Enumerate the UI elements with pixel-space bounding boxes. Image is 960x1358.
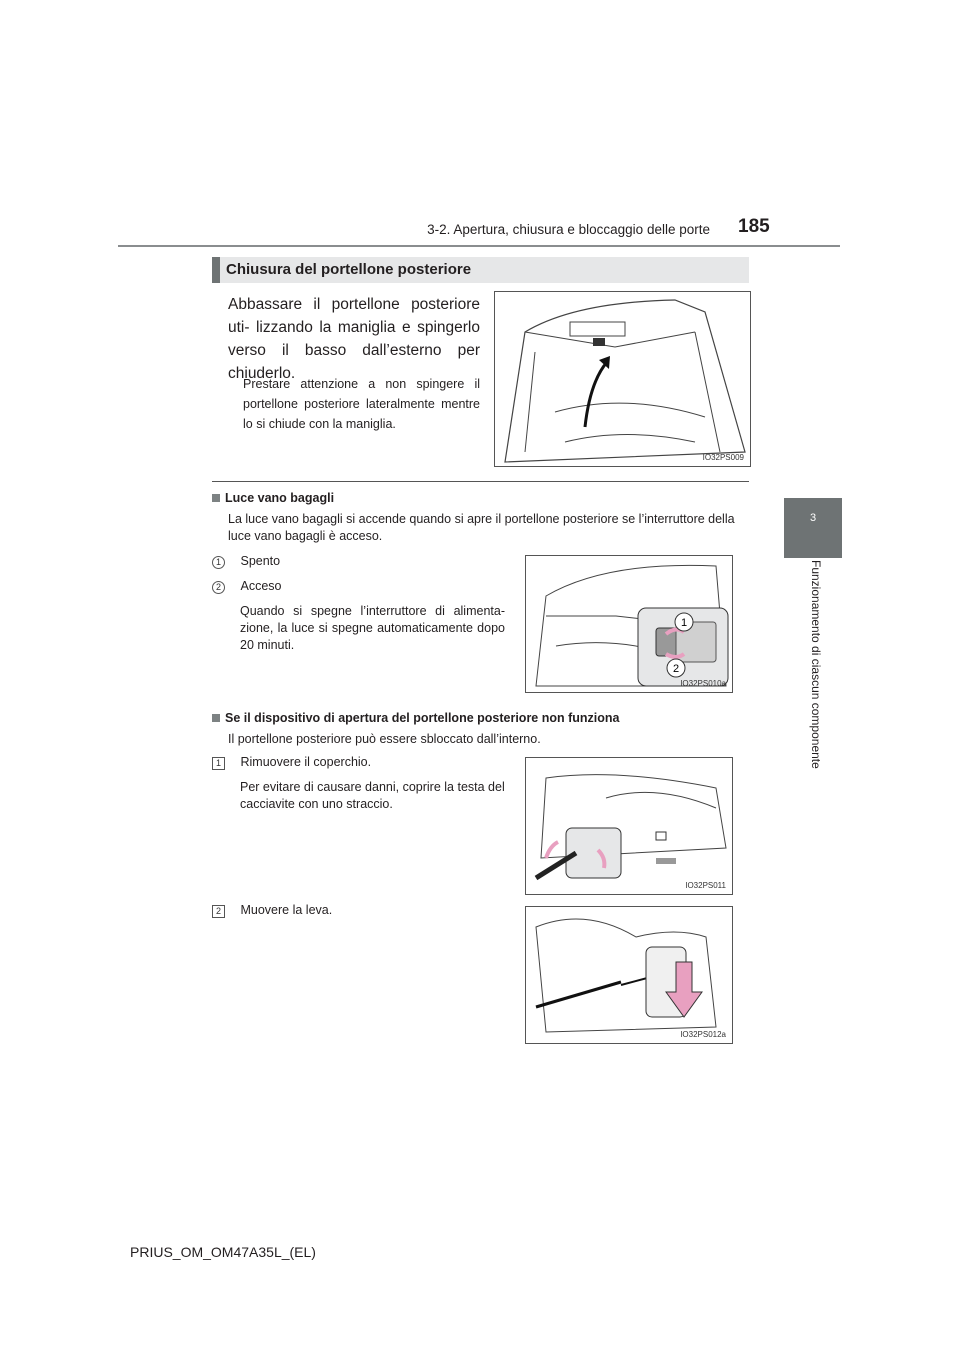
footer-code: PRIUS_OM_OM47A35L_(EL)	[130, 1244, 316, 1260]
item-number: 1	[212, 556, 225, 569]
section-title: Chiusura del portellone posteriore	[226, 261, 472, 278]
page-number: 185	[738, 216, 770, 237]
side-tab	[784, 498, 842, 558]
list-item: 2 Acceso	[212, 578, 512, 595]
figure-luggage-light	[525, 555, 733, 693]
callout-1: 1	[680, 617, 688, 629]
luggage-light-description: La luce vano bagagli si accende quando si apre il portellone posteriore se l’interruttore della luce vano bagagli è acceso.	[228, 512, 735, 543]
header-rule	[118, 245, 840, 247]
opener-heading: Se il dispositivo di apertura del portellone posteriore non funziona	[212, 711, 749, 725]
step-number: 2	[212, 905, 225, 918]
side-tab-number: 3	[809, 512, 817, 524]
figure-id: IO32PS011	[685, 881, 726, 890]
opener-block	[212, 711, 749, 748]
figure-remove-cover	[525, 757, 733, 895]
list-item: 1 Spento	[212, 553, 512, 570]
side-tab-label: Funzionamento di ciascun componente	[809, 560, 823, 769]
bullet-square-icon	[212, 494, 220, 502]
figure-id: IO32PS012a	[680, 1030, 726, 1039]
tailgate-illustration	[495, 292, 750, 466]
luggage-light-block	[212, 491, 749, 545]
luggage-light-note: Quando si spegne l’interruttore di alimenta- zione, la luce si spegne automaticamente dopo 20 minuti.	[240, 604, 505, 652]
luggage-light-items	[212, 553, 512, 654]
chapter-title: 3-2. Apertura, chiusura e bloccaggio delle porte	[427, 222, 710, 237]
figure-id: IO32PS010a	[680, 679, 726, 688]
opener-step-1	[212, 754, 512, 813]
move-lever-illustration	[526, 907, 732, 1043]
list-item: 2 Muovere la leva.	[212, 902, 512, 919]
section-lead-text: Abbassare il portellone posteriore uti- lizzando la maniglia e spingerlo verso il basso dall’esterno per chiuderlo.	[228, 296, 480, 382]
figure-id: IO32PS009	[702, 453, 744, 462]
callout-2: 2	[672, 663, 680, 675]
list-item: 1 Rimuovere il coperchio.	[212, 754, 512, 771]
item-number: 2	[212, 581, 225, 594]
opener-step-2	[212, 902, 512, 919]
figure-tailgate-close	[494, 291, 751, 467]
luggage-light-illustration	[526, 556, 732, 692]
section-note: Prestare attenzione a non spingere il portellone posteriore lateralmente mentre lo si chiude con la maniglia.	[243, 377, 480, 431]
opener-description: Il portellone posteriore può essere sbloccato dall’interno.	[228, 732, 541, 746]
section-divider	[212, 481, 749, 482]
bullet-square-icon	[212, 714, 220, 722]
figure-move-lever	[525, 906, 733, 1044]
step-number: 1	[212, 757, 225, 770]
section-marker	[212, 257, 220, 283]
luggage-light-heading: Luce vano bagagli	[212, 491, 749, 505]
remove-cover-illustration	[526, 758, 732, 894]
step-note: Per evitare di causare danni, coprire la testa del cacciavite con uno straccio.	[240, 780, 505, 811]
